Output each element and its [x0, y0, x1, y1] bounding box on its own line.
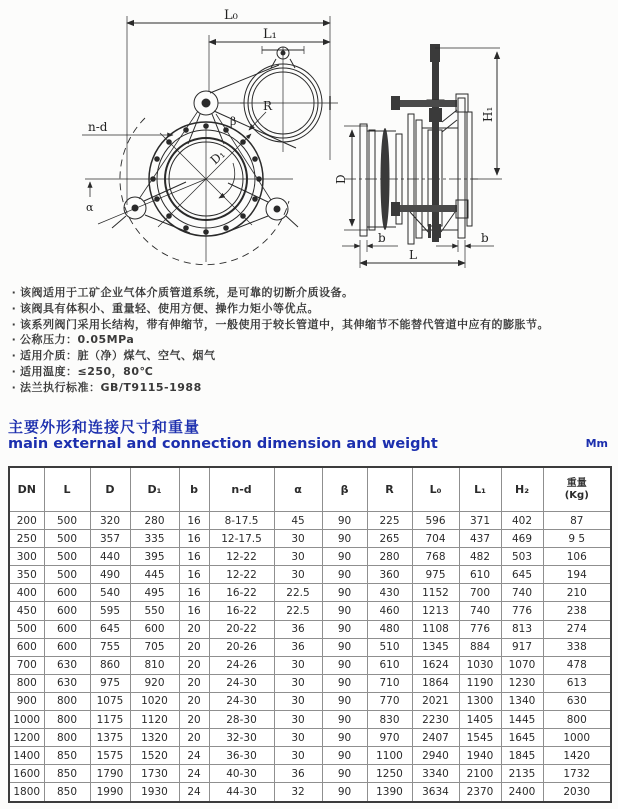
table-cell: 1790	[90, 765, 130, 783]
table-cell: 90	[322, 566, 367, 584]
note-text: 法兰执行标准：GB/T9115-1988	[20, 380, 202, 394]
table-cell: 437	[459, 530, 501, 548]
table-cell: 800	[44, 711, 90, 729]
table-cell: 596	[412, 512, 459, 530]
table-cell: 1732	[543, 765, 611, 783]
table-cell: 1020	[130, 692, 179, 710]
table-cell: 1340	[501, 692, 543, 710]
table-cell: 776	[459, 620, 501, 638]
dim-label-R: R	[263, 99, 273, 113]
table-cell: 1175	[90, 711, 130, 729]
table-cell: 500	[44, 548, 90, 566]
table-cell: 9 5	[543, 530, 611, 548]
table-row	[9, 512, 611, 530]
table-cell: 1405	[459, 711, 501, 729]
table-cell: 600	[44, 638, 90, 656]
column-header: α	[274, 467, 322, 512]
table-cell: 975	[412, 566, 459, 584]
column-header: b	[179, 467, 209, 512]
table-cell: 402	[501, 512, 543, 530]
table-cell: 2407	[412, 729, 459, 747]
table-cell: 613	[543, 674, 611, 692]
table-cell: 12-17.5	[209, 530, 274, 548]
table-cell: 12-22	[209, 566, 274, 584]
table-cell: 1108	[412, 620, 459, 638]
header-row	[9, 467, 611, 512]
table-cell: 710	[367, 674, 412, 692]
table-row	[9, 548, 611, 566]
table-cell: 20	[179, 729, 209, 747]
table-cell: 357	[90, 530, 130, 548]
table-cell: 24-30	[209, 674, 274, 692]
table-cell: 36	[274, 638, 322, 656]
table-cell: 600	[44, 620, 90, 638]
table-cell: 469	[501, 530, 543, 548]
bullet-icon: ·	[11, 286, 17, 299]
table-cell: 24-30	[209, 692, 274, 710]
table-cell: 2940	[412, 747, 459, 765]
table-cell: 450	[9, 602, 44, 620]
bullet-icon: ·	[11, 380, 17, 394]
table-cell: 32-30	[209, 729, 274, 747]
table-cell: 30	[274, 729, 322, 747]
table-cell: 16-22	[209, 584, 274, 602]
table-cell: 1864	[412, 674, 459, 692]
column-header: L₁	[459, 467, 501, 512]
table-cell: 335	[130, 530, 179, 548]
table-cell: 776	[501, 602, 543, 620]
table-cell: 630	[44, 656, 90, 674]
table-cell: 770	[367, 692, 412, 710]
table-cell: 813	[501, 620, 543, 638]
table-cell: 500	[44, 530, 90, 548]
front-view	[82, 16, 338, 265]
dim-label-L1: L₁	[263, 27, 277, 42]
table-header-row	[9, 467, 611, 512]
table-cell: 20	[179, 692, 209, 710]
bullet-icon: ·	[11, 333, 17, 347]
table-cell: 1545	[459, 729, 501, 747]
table-cell: 850	[44, 747, 90, 765]
table-cell: 1230	[501, 674, 543, 692]
table-cell: 280	[130, 512, 179, 530]
table-cell: 1730	[130, 765, 179, 783]
table-cell: 800	[44, 729, 90, 747]
table-cell: 90	[322, 512, 367, 530]
note-text: 适用介质：脏（净）煤气、空气、烟气	[20, 349, 216, 363]
table-cell: 36	[274, 765, 322, 783]
table-cell: 600	[130, 620, 179, 638]
dim-label-D1: D₁	[207, 147, 228, 168]
table-cell: 24-26	[209, 656, 274, 674]
table-cell: 280	[367, 548, 412, 566]
note-text: 适用温度：≤250，80℃	[20, 364, 154, 378]
table-cell: 106	[543, 548, 611, 566]
table-row	[9, 765, 611, 783]
table-cell: 16	[179, 530, 209, 548]
dim-label-beta: β	[230, 115, 237, 128]
table-cell: 2021	[412, 692, 459, 710]
table-cell: 430	[367, 584, 412, 602]
table-cell: 1445	[501, 711, 543, 729]
side-view	[342, 44, 502, 268]
table-cell: 265	[367, 530, 412, 548]
note-line	[8, 364, 612, 380]
dim-label-L: L	[409, 248, 417, 262]
table-cell: 24	[179, 747, 209, 765]
note-text: 该阀适用于工矿企业气体介质管道系统，是可靠的切断介质设备。	[20, 286, 354, 299]
table-cell: 768	[412, 548, 459, 566]
table-cell: 90	[322, 674, 367, 692]
dim-label-nd: n-d	[88, 120, 108, 134]
dim-label-L0: L₀	[224, 8, 238, 23]
table-cell: 645	[90, 620, 130, 638]
bullet-icon: ·	[11, 301, 17, 315]
table-cell: 194	[543, 566, 611, 584]
column-header: L₀	[412, 467, 459, 512]
table-cell: 1190	[459, 674, 501, 692]
table-cell: 2400	[501, 783, 543, 802]
section-title-zh: 主要外形和连接尺寸和重量	[8, 418, 201, 436]
table-cell: 90	[322, 692, 367, 710]
table-cell: 30	[274, 674, 322, 692]
table-row	[9, 747, 611, 765]
table-row	[9, 729, 611, 747]
dim-label-D: D	[334, 174, 348, 184]
table-cell: 22.5	[274, 602, 322, 620]
table-cell: 1600	[9, 765, 44, 783]
table-cell: 500	[44, 512, 90, 530]
table-row	[9, 656, 611, 674]
table-cell: 975	[90, 674, 130, 692]
table-cell: 90	[322, 530, 367, 548]
table-cell: 320	[90, 512, 130, 530]
table-cell: 1800	[9, 783, 44, 802]
table-cell: 630	[44, 674, 90, 692]
table-cell: 28-30	[209, 711, 274, 729]
table-cell: 1075	[90, 692, 130, 710]
table-cell: 503	[501, 548, 543, 566]
table-cell: 884	[459, 638, 501, 656]
dim-label-b-right: b	[481, 231, 489, 245]
table-cell: 800	[543, 711, 611, 729]
table-cell: 630	[543, 692, 611, 710]
note-line	[8, 332, 612, 348]
table-cell: 1213	[412, 602, 459, 620]
table-cell: 274	[543, 620, 611, 638]
table-cell: 20-22	[209, 620, 274, 638]
table-cell: 810	[130, 656, 179, 674]
table-cell: 20	[179, 620, 209, 638]
table-cell: 1070	[501, 656, 543, 674]
table-cell: 500	[44, 566, 90, 584]
table-cell: 917	[501, 638, 543, 656]
table-cell: 490	[90, 566, 130, 584]
table-cell: 16	[179, 566, 209, 584]
table-cell: 395	[130, 548, 179, 566]
table-cell: 250	[9, 530, 44, 548]
note-line	[8, 317, 612, 333]
column-header: DN	[9, 467, 44, 512]
table-cell: 16	[179, 512, 209, 530]
table-cell: 90	[322, 729, 367, 747]
table-cell: 1930	[130, 783, 179, 802]
table-cell: 16	[179, 548, 209, 566]
table-cell: 1375	[90, 729, 130, 747]
table-cell: 2370	[459, 783, 501, 802]
table-cell: 350	[9, 566, 44, 584]
table-cell: 2100	[459, 765, 501, 783]
table-cell: 850	[44, 783, 90, 802]
note-line	[8, 380, 612, 396]
table-cell: 1420	[543, 747, 611, 765]
table-cell: 338	[543, 638, 611, 656]
table-row	[9, 692, 611, 710]
column-header-weight	[543, 467, 611, 512]
note-text: 该阀具有体积小、重量轻、使用方便、操作力矩小等优点。	[20, 301, 319, 315]
table-cell: 20	[179, 674, 209, 692]
table-cell: 371	[459, 512, 501, 530]
table-cell: 20	[179, 711, 209, 729]
table-cell: 90	[322, 765, 367, 783]
table-cell: 800	[9, 674, 44, 692]
table-cell: 850	[44, 765, 90, 783]
table-cell: 24	[179, 783, 209, 802]
table-cell: 1300	[459, 692, 501, 710]
table-cell: 36-30	[209, 747, 274, 765]
table-cell: 90	[322, 548, 367, 566]
bullet-icon: ·	[11, 364, 17, 378]
table-cell: 30	[274, 530, 322, 548]
valve-technical-drawing	[0, 0, 618, 280]
section-heading	[8, 419, 612, 453]
note-text: 该系列阀门采用长结构，带有伸缩节，一般使用于较长管道中，其伸缩节不能替代管道中应有的膨胀节。	[20, 317, 549, 331]
column-header: L	[44, 467, 90, 512]
table-cell: 540	[90, 584, 130, 602]
table-cell: 90	[322, 783, 367, 802]
table-cell: 482	[459, 548, 501, 566]
bullet-icon: ·	[11, 317, 17, 331]
table-cell: 478	[543, 656, 611, 674]
drawing-svg	[0, 0, 618, 280]
table-cell: 20	[179, 656, 209, 674]
table-cell: 36	[274, 620, 322, 638]
table-cell: 20-26	[209, 638, 274, 656]
table-cell: 87	[543, 512, 611, 530]
table-body	[9, 512, 611, 802]
table-cell: 30	[274, 747, 322, 765]
table-cell: 550	[130, 602, 179, 620]
table-row	[9, 638, 611, 656]
table-cell: 700	[459, 584, 501, 602]
table-cell: 90	[322, 602, 367, 620]
table-row	[9, 711, 611, 729]
table-cell: 90	[322, 656, 367, 674]
table-cell: 90	[322, 711, 367, 729]
table-cell: 860	[90, 656, 130, 674]
table-cell: 8-17.5	[209, 512, 274, 530]
table-cell: 1100	[367, 747, 412, 765]
table-row	[9, 620, 611, 638]
table-row	[9, 566, 611, 584]
table-cell: 830	[367, 711, 412, 729]
table-cell: 595	[90, 602, 130, 620]
table-cell: 1000	[9, 711, 44, 729]
table-cell: 1320	[130, 729, 179, 747]
table-cell: 740	[501, 584, 543, 602]
table-cell: 645	[501, 566, 543, 584]
table-cell: 1990	[90, 783, 130, 802]
bullet-icon: ·	[11, 349, 17, 363]
table-cell: 210	[543, 584, 611, 602]
table-cell: 600	[44, 602, 90, 620]
table-cell: 920	[130, 674, 179, 692]
note-text: 公称压力：0.05MPa	[20, 333, 135, 347]
table-cell: 1000	[543, 729, 611, 747]
table-cell: 610	[459, 566, 501, 584]
table-cell: 2230	[412, 711, 459, 729]
table-cell: 1645	[501, 729, 543, 747]
table-cell: 2135	[501, 765, 543, 783]
table-cell: 1845	[501, 747, 543, 765]
table-cell: 300	[9, 548, 44, 566]
table-cell: 1575	[90, 747, 130, 765]
dim-label-b-left: b	[378, 231, 386, 245]
column-header: R	[367, 467, 412, 512]
table-cell: 44-30	[209, 783, 274, 802]
table-cell: 970	[367, 729, 412, 747]
table-cell: 238	[543, 602, 611, 620]
table-cell: 600	[44, 584, 90, 602]
table-cell: 2030	[543, 783, 611, 802]
table-cell: 30	[274, 656, 322, 674]
note-line	[8, 301, 612, 317]
table-cell: 495	[130, 584, 179, 602]
table-cell: 1152	[412, 584, 459, 602]
table-cell: 16	[179, 602, 209, 620]
table-row	[9, 530, 611, 548]
table-cell: 90	[322, 584, 367, 602]
table-cell: 20	[179, 638, 209, 656]
table-cell: 740	[459, 602, 501, 620]
table-cell: 12-22	[209, 548, 274, 566]
unit-label: Mm	[585, 437, 608, 450]
table-cell: 1390	[367, 783, 412, 802]
table-cell: 1400	[9, 747, 44, 765]
table-cell: 90	[322, 747, 367, 765]
table-cell: 45	[274, 512, 322, 530]
table-row	[9, 674, 611, 692]
table-cell: 445	[130, 566, 179, 584]
table-cell: 30	[274, 548, 322, 566]
dim-label-H1: H₁	[481, 106, 495, 122]
table-cell: 1120	[130, 711, 179, 729]
table-cell: 480	[367, 620, 412, 638]
table-cell: 800	[44, 692, 90, 710]
column-header: D₁	[130, 467, 179, 512]
table-cell: 705	[130, 638, 179, 656]
column-header: H₂	[501, 467, 543, 512]
table-cell: 1940	[459, 747, 501, 765]
dim-label-alpha: α	[86, 201, 94, 214]
table-cell: 1250	[367, 765, 412, 783]
table-cell: 3634	[412, 783, 459, 802]
table-row	[9, 783, 611, 802]
dimension-weight-table	[8, 466, 612, 803]
table-cell: 32	[274, 783, 322, 802]
table-cell: 30	[274, 566, 322, 584]
weight-header-line2: (Kg)	[564, 489, 589, 501]
table-cell: 16	[179, 584, 209, 602]
table-cell: 600	[9, 638, 44, 656]
table-cell: 900	[9, 692, 44, 710]
note-line	[8, 285, 612, 301]
table-cell: 1030	[459, 656, 501, 674]
table-cell: 400	[9, 584, 44, 602]
table-cell: 500	[9, 620, 44, 638]
table-cell: 40-30	[209, 765, 274, 783]
notes-list	[8, 285, 612, 396]
table-row	[9, 584, 611, 602]
section-title-en: main external and connection dimension and weight	[8, 436, 438, 452]
table-cell: 460	[367, 602, 412, 620]
table-cell: 700	[9, 656, 44, 674]
table-cell: 755	[90, 638, 130, 656]
table-cell: 704	[412, 530, 459, 548]
table-cell: 1345	[412, 638, 459, 656]
table-cell: 30	[274, 711, 322, 729]
note-line	[8, 348, 612, 364]
column-header: n-d	[209, 467, 274, 512]
table-cell: 200	[9, 512, 44, 530]
table-cell: 1624	[412, 656, 459, 674]
table-cell: 510	[367, 638, 412, 656]
table-cell: 90	[322, 620, 367, 638]
weight-header-line1: 重量	[566, 477, 587, 489]
table-cell: 360	[367, 566, 412, 584]
table-cell: 16-22	[209, 602, 274, 620]
table-cell: 1200	[9, 729, 44, 747]
column-header: β	[322, 467, 367, 512]
table-cell: 440	[90, 548, 130, 566]
table-cell: 22.5	[274, 584, 322, 602]
table-cell: 90	[322, 638, 367, 656]
table-cell: 3340	[412, 765, 459, 783]
table-cell: 225	[367, 512, 412, 530]
column-header: D	[90, 467, 130, 512]
table-cell: 1520	[130, 747, 179, 765]
table-row	[9, 602, 611, 620]
table-cell: 30	[274, 692, 322, 710]
table-cell: 610	[367, 656, 412, 674]
table-cell: 24	[179, 765, 209, 783]
